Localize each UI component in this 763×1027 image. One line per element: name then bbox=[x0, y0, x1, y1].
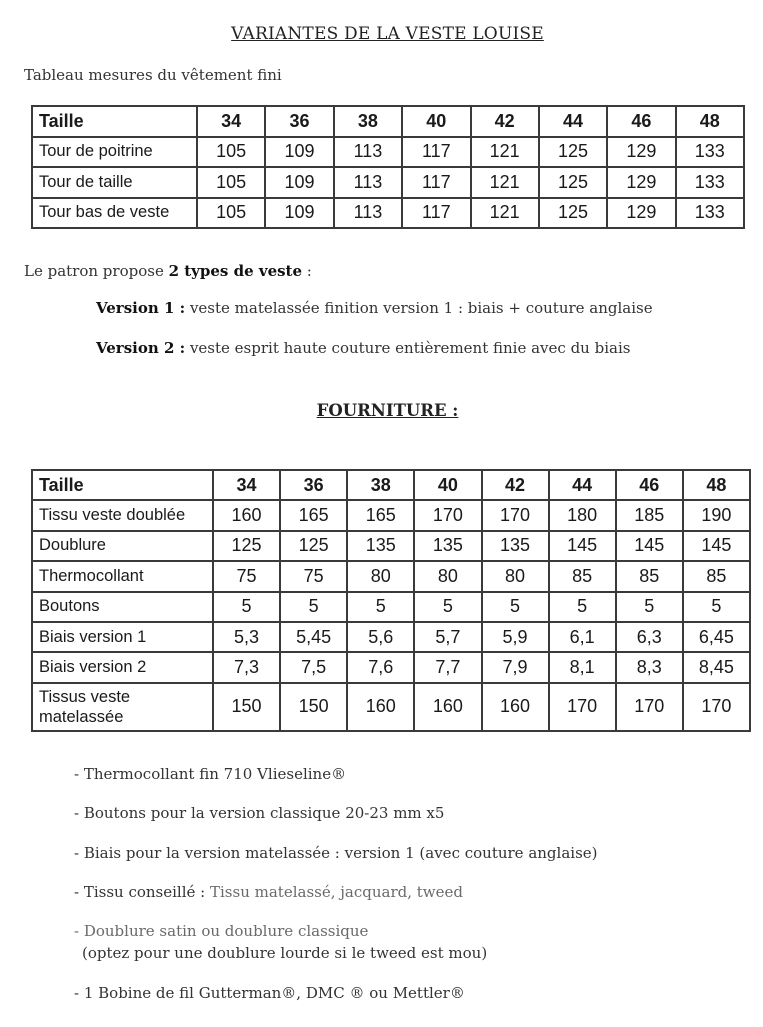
table-row bbox=[32, 167, 744, 198]
table-cell: 121 bbox=[471, 137, 539, 168]
table-cell: 160 bbox=[213, 500, 280, 530]
table-cell: 105 bbox=[197, 167, 265, 198]
row-label: Tissu veste doublée bbox=[32, 500, 213, 530]
table-header-row bbox=[32, 470, 750, 500]
table-cell: 75 bbox=[213, 561, 280, 591]
table-cell: 160 bbox=[482, 683, 549, 731]
table-cell: 5 bbox=[280, 592, 347, 622]
table-cell: 145 bbox=[683, 531, 750, 561]
version-2-line bbox=[96, 339, 630, 357]
table-cell: 170 bbox=[482, 500, 549, 530]
table-cell: 170 bbox=[549, 683, 616, 731]
row-label: Biais version 1 bbox=[32, 622, 213, 652]
row-label: Biais version 2 bbox=[32, 652, 213, 682]
header-cell: 40 bbox=[402, 106, 470, 137]
intro-paragraph bbox=[24, 262, 312, 280]
table-cell: 133 bbox=[676, 167, 744, 198]
table-cell: 7,9 bbox=[482, 652, 549, 682]
table-cell: 7,7 bbox=[414, 652, 481, 682]
table-cell: 180 bbox=[549, 500, 616, 530]
table-row bbox=[32, 198, 744, 229]
header-cell: 36 bbox=[265, 106, 333, 137]
table-row bbox=[32, 652, 750, 682]
table-cell: 5 bbox=[683, 592, 750, 622]
version-1-text: veste matelassée finition version 1 : biais + couture anglaise bbox=[185, 299, 653, 317]
row-label: Doublure bbox=[32, 531, 213, 561]
table-cell: 80 bbox=[414, 561, 481, 591]
row-label: Tour de taille bbox=[32, 167, 197, 198]
table-cell: 125 bbox=[539, 137, 607, 168]
table-cell: 113 bbox=[334, 137, 402, 168]
version-1-label: Version 1 : bbox=[96, 299, 186, 317]
table-cell: 125 bbox=[539, 198, 607, 229]
measures-subtitle: Tableau mesures du vêtement fini bbox=[24, 66, 282, 84]
table-cell: 80 bbox=[347, 561, 414, 591]
table-cell: 125 bbox=[280, 531, 347, 561]
table-cell: 105 bbox=[197, 137, 265, 168]
table-cell: 117 bbox=[402, 137, 470, 168]
table-cell: 117 bbox=[402, 198, 470, 229]
table-row bbox=[32, 500, 750, 530]
header-cell: 40 bbox=[414, 470, 481, 500]
table-cell: 6,3 bbox=[616, 622, 683, 652]
table-cell: 85 bbox=[683, 561, 750, 591]
table-cell: 109 bbox=[265, 137, 333, 168]
table-cell: 133 bbox=[676, 137, 744, 168]
table-cell: 5,7 bbox=[414, 622, 481, 652]
table-cell: 129 bbox=[607, 137, 675, 168]
table-cell: 170 bbox=[683, 683, 750, 731]
header-cell: 44 bbox=[539, 106, 607, 137]
header-cell: 34 bbox=[213, 470, 280, 500]
supplies-title: FOURNITURE : bbox=[316, 401, 459, 420]
table-cell: 5,9 bbox=[482, 622, 549, 652]
note-thermocollant: - Thermocollant fin 710 Vlieseline® bbox=[74, 765, 347, 783]
row-label-line-2: matelassée bbox=[39, 707, 124, 726]
note-doublure-line-1: - Doublure satin ou doublure classique bbox=[74, 922, 369, 940]
header-cell: 46 bbox=[607, 106, 675, 137]
table-cell: 150 bbox=[280, 683, 347, 731]
intro-bold: 2 types de veste bbox=[168, 262, 303, 280]
table-cell: 85 bbox=[549, 561, 616, 591]
table-cell: 125 bbox=[539, 167, 607, 198]
table-header-row bbox=[32, 106, 744, 137]
table-cell: 5 bbox=[482, 592, 549, 622]
table-cell: 117 bbox=[402, 167, 470, 198]
header-cell: 44 bbox=[549, 470, 616, 500]
note-tissu bbox=[74, 883, 463, 901]
table-cell: 7,6 bbox=[347, 652, 414, 682]
table-cell: 190 bbox=[683, 500, 750, 530]
header-cell: 38 bbox=[347, 470, 414, 500]
row-label: Tour bas de veste bbox=[32, 198, 197, 229]
note-doublure-line-2: (optez pour une doublure lourde si le tweed est mou) bbox=[82, 944, 488, 962]
header-cell-size: Taille bbox=[32, 106, 197, 137]
table-row bbox=[32, 683, 750, 731]
table-cell: 6,1 bbox=[549, 622, 616, 652]
table-cell: 135 bbox=[482, 531, 549, 561]
note-boutons: - Boutons pour la version classique 20-23 mm x5 bbox=[74, 804, 445, 822]
version-2-text: veste esprit haute couture entièrement finie avec du biais bbox=[185, 339, 631, 357]
note-tissu-rest: Tissu matelassé, jacquard, tweed bbox=[210, 883, 463, 901]
table-cell: 160 bbox=[414, 683, 481, 731]
table-row bbox=[32, 561, 750, 591]
table-cell: 185 bbox=[616, 500, 683, 530]
table-cell: 129 bbox=[607, 198, 675, 229]
table-row bbox=[32, 592, 750, 622]
table-cell: 5,6 bbox=[347, 622, 414, 652]
version-2-label: Version 2 : bbox=[96, 339, 186, 357]
table-cell: 105 bbox=[197, 198, 265, 229]
header-cell: 34 bbox=[197, 106, 265, 137]
table-cell: 125 bbox=[213, 531, 280, 561]
header-cell: 42 bbox=[471, 106, 539, 137]
table-cell: 6,45 bbox=[683, 622, 750, 652]
note-bobine: - 1 Bobine de fil Gutterman®, DMC ® ou Mettler® bbox=[74, 984, 465, 1002]
table-cell: 133 bbox=[676, 198, 744, 229]
note-tissu-prefix: - Tissu conseillé : bbox=[74, 883, 210, 901]
header-cell: 42 bbox=[482, 470, 549, 500]
table-cell: 7,5 bbox=[280, 652, 347, 682]
table-cell: 165 bbox=[347, 500, 414, 530]
table-row bbox=[32, 622, 750, 652]
table-cell: 8,3 bbox=[616, 652, 683, 682]
header-cell: 46 bbox=[616, 470, 683, 500]
table-cell: 113 bbox=[334, 167, 402, 198]
table-cell: 109 bbox=[265, 198, 333, 229]
table-cell: 5 bbox=[616, 592, 683, 622]
table-cell: 75 bbox=[280, 561, 347, 591]
header-cell: 48 bbox=[683, 470, 750, 500]
table-cell: 145 bbox=[549, 531, 616, 561]
intro-prefix: Le patron propose bbox=[24, 262, 169, 280]
table-cell: 145 bbox=[616, 531, 683, 561]
table-cell: 170 bbox=[414, 500, 481, 530]
row-label-line-1: Tissus veste bbox=[39, 687, 131, 706]
table-cell: 165 bbox=[280, 500, 347, 530]
page-title: VARIANTES DE LA VESTE LOUISE bbox=[231, 24, 544, 44]
table-cell: 5 bbox=[549, 592, 616, 622]
note-biais: - Biais pour la version matelassée : version 1 (avec couture anglaise) bbox=[74, 844, 598, 862]
table-row bbox=[32, 137, 744, 168]
table-cell: 121 bbox=[471, 198, 539, 229]
table-cell: 135 bbox=[347, 531, 414, 561]
intro-suffix: : bbox=[302, 262, 312, 280]
header-cell: 38 bbox=[334, 106, 402, 137]
table-cell: 109 bbox=[265, 167, 333, 198]
table-cell: 160 bbox=[347, 683, 414, 731]
table-cell: 150 bbox=[213, 683, 280, 731]
table-cell: 5 bbox=[414, 592, 481, 622]
header-cell-size: Taille bbox=[32, 470, 213, 500]
table-cell: 85 bbox=[616, 561, 683, 591]
row-label: Boutons bbox=[32, 592, 213, 622]
measures-table bbox=[31, 105, 745, 229]
table-cell: 5 bbox=[347, 592, 414, 622]
table-cell: 5 bbox=[213, 592, 280, 622]
table-cell: 121 bbox=[471, 167, 539, 198]
table-cell: 170 bbox=[616, 683, 683, 731]
table-cell: 129 bbox=[607, 167, 675, 198]
table-cell: 7,3 bbox=[213, 652, 280, 682]
header-cell: 36 bbox=[280, 470, 347, 500]
table-cell: 5,45 bbox=[280, 622, 347, 652]
table-cell: 8,45 bbox=[683, 652, 750, 682]
table-cell: 80 bbox=[482, 561, 549, 591]
row-label: Tour de poitrine bbox=[32, 137, 197, 168]
table-cell: 8,1 bbox=[549, 652, 616, 682]
row-label bbox=[32, 683, 213, 731]
supplies-table bbox=[31, 469, 751, 732]
table-cell: 135 bbox=[414, 531, 481, 561]
row-label: Thermocollant bbox=[32, 561, 213, 591]
table-cell: 5,3 bbox=[213, 622, 280, 652]
table-cell: 113 bbox=[334, 198, 402, 229]
version-1-line bbox=[96, 299, 653, 317]
header-cell: 48 bbox=[676, 106, 744, 137]
table-row bbox=[32, 531, 750, 561]
